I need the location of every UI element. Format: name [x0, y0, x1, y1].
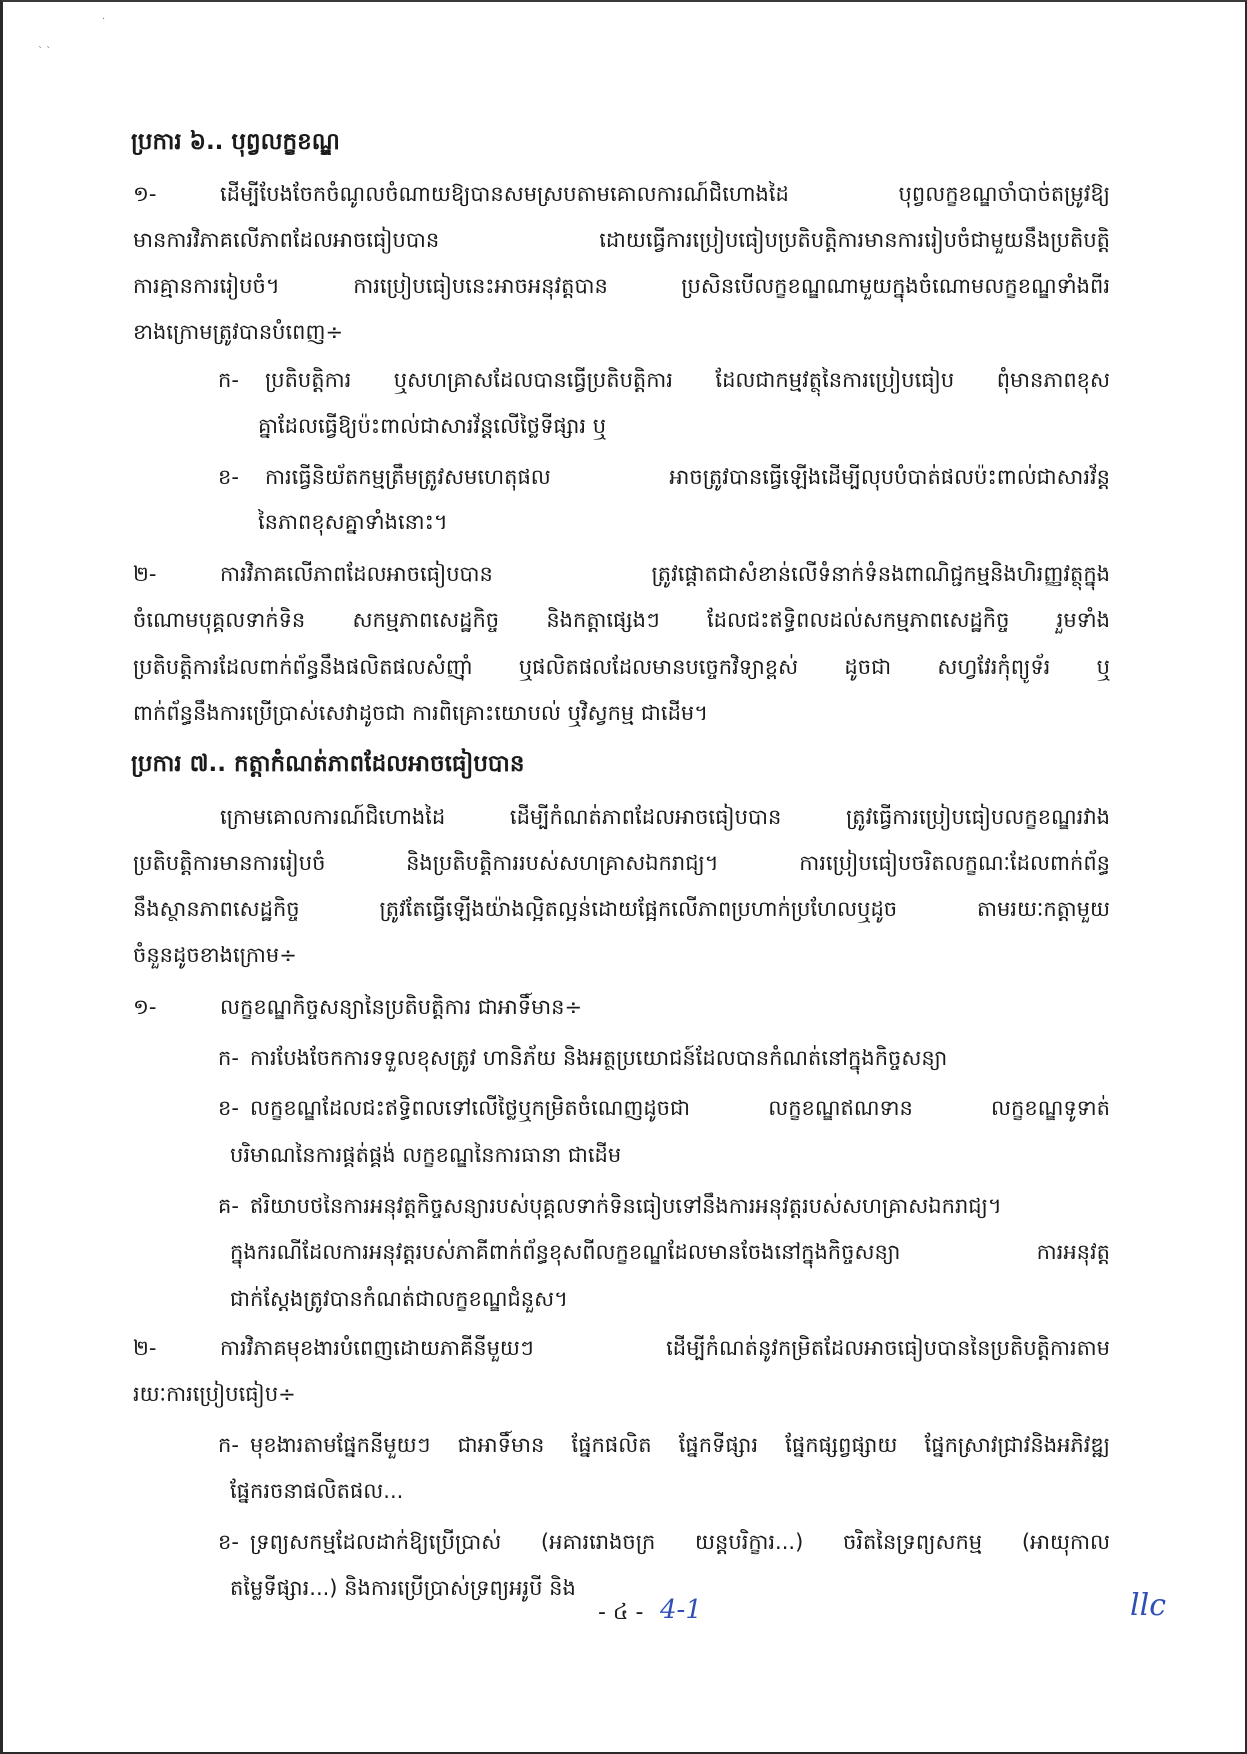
article6-heading: ប្រការ ៦.. បុព្វលក្ខខណ្ឌ	[131, 129, 340, 155]
article7-p1-item-c-marker: គ-	[218, 1194, 239, 1218]
article6-item-a-marker: ក-	[218, 368, 239, 392]
article7-p2-item-b-line-1: ទ្រព្យសកម្មដែលដាក់ឱ្យប្រើប្រាស់ (អគាររោងចក្រ យន្តបរិក្ខារ...) ចរិតនៃទ្រព្យសកម្ម (អាយុកាល	[250, 1530, 1110, 1554]
article6-p1-line-4: ខាងក្រោមត្រូវបានបំពេញ÷	[133, 320, 344, 344]
article7-intro-line-3: នឹងស្ថានភាពសេដ្ឋកិច្ច ត្រូវតែធ្វើឡើងយ៉ាងល្អិតល្អន់ដោយផ្អែកលើភាពប្រហាក់ប្រហែលឬដូច តាមរយៈកត្តាមួយ	[133, 897, 1110, 921]
article7-p2-line-1: ការវិភាគមុខងារបំពេញដោយភាគីនីមួយៗ ដើម្បីកំណត់នូវកម្រិតដែលអាចធៀបបាននៃប្រតិបត្តិការតាម	[220, 1336, 1110, 1360]
article6-p2-line-3: ប្រតិបត្តិការដែលពាក់ព័ន្ធនឹងផលិតផលសំញ៉ាំ ឬផលិតផលដែលមានបច្ចេកវិទ្យាខ្ពស់ ដូចជា សហ្វវែរកុំព្យូទ័រ ឬ	[133, 655, 1110, 679]
article7-p2-item-a-marker: ក-	[218, 1433, 239, 1457]
article7-p1-item-c-line-2: ក្នុងករណីដែលការអនុវត្តរបស់ភាគីពាក់ព័ន្ធខុសពីលក្ខខណ្ឌដែលមានចែងនៅក្នុងកិច្ចសន្យា ការអនុវត្ត	[230, 1240, 1110, 1264]
article6-item-b-line-2: នៃភាពខុសគ្នាទាំងនោះ។	[258, 510, 448, 534]
article6-item-b-marker: ខ-	[218, 465, 239, 489]
article7-p2-marker: ២-	[133, 1336, 157, 1360]
article7-p2-line-2: រយៈការប្រៀបធៀប÷	[133, 1382, 296, 1406]
article7-p1-item-b-line-2: បរិមាណនៃការផ្គត់ផ្គង់ លក្ខខណ្ឌនៃការធានា ជាដើម	[230, 1143, 622, 1167]
article6-p1-line-1: ដើម្បីបែងចែកចំណូលចំណាយឱ្យបានសមស្របតាមគោលការណ៍ជិហោងដៃ បុព្វលក្ខខណ្ឌចាំបាច់តម្រូវឱ្យ	[220, 182, 1110, 206]
article7-p2-item-b-line-2: តម្លៃទីផ្សារ...) និងការប្រើប្រាស់ទ្រព្យអរូបី និង	[230, 1576, 576, 1600]
article7-p1-item-a-line-1: ការបែងចែកការទទួលខុសត្រូវ ហានិភ័យ និងអត្ថប្រយោជន៍ដែលបានកំណត់នៅក្នុងកិច្ចសន្យា	[250, 1046, 948, 1070]
signature-initials: llc	[1130, 1588, 1166, 1623]
scan-speck: ` `	[38, 46, 52, 57]
article6-item-a-line-1: ប្រតិបត្តិការ ឬសហគ្រាសដែលបានធ្វើប្រតិបត្តិការ ដែលជាកម្មវត្ថុនៃការប្រៀបធៀប ពុំមានភាពខុស	[265, 368, 1110, 392]
article7-p1-item-b-marker: ខ-	[218, 1096, 239, 1120]
article6-item-b-line-1: ការធ្វើនិយ័តកម្មត្រឹមត្រូវសមហេតុផល អាចត្រូវបានធ្វើឡើងដើម្បីលុបបំបាត់ផលប៉ះពាល់ជាសារវ័ន្ត	[265, 465, 1110, 489]
article6-p2-line-1: ការវិភាគលើភាពដែលអាចធៀបបាន ត្រូវផ្តោតជាសំខាន់លើទំនាក់ទំនងពាណិជ្ជកម្មនិងហិរញ្ញវត្ថុក្នុង	[220, 562, 1110, 586]
article6-p2-marker: ២-	[133, 562, 157, 586]
article7-p2-item-a-line-1: មុខងារតាមផ្នែកនីមួយៗ ជាអាទិ៍មាន ផ្នែកផលិត ផ្នែកទីផ្សារ ផ្នែកផ្សព្វផ្សាយ ផ្នែកស្រាវជ្រាវនិងអភិវឌ្ឍ	[250, 1433, 1110, 1457]
article6-p1-line-3: ការគ្មានការរៀបចំ។ ការប្រៀបធៀបនេះអាចអនុវត្តបាន ប្រសិនបើលក្ខខណ្ឌណាមួយក្នុងចំណោមលក្ខខណ្ឌទាំងពីរ	[133, 274, 1110, 298]
page-initial-handwritten: 4-1	[660, 1595, 702, 1625]
article7-intro-line-4: ចំនួនដូចខាងក្រោម÷	[133, 943, 297, 967]
article6-p1-line-2: មានការវិភាគលើភាពដែលអាចធៀបបាន ដោយធ្វើការប្រៀបធៀបប្រតិបត្តិការមានការរៀបចំជាមួយនឹងប្រតិបត្តិ	[133, 228, 1110, 252]
article6-p1-marker: ១-	[133, 182, 157, 206]
article7-intro-line-2: ប្រតិបត្តិការមានការរៀបចំ និងប្រតិបត្តិការរបស់សហគ្រាសឯករាជ្យ។ ការប្រៀបធៀបចរិតលក្ខណៈដែលពាក់ព័ន្ធ	[133, 851, 1110, 875]
article7-p1-item-c-line-1: ឥរិយាបថនៃការអនុវត្តកិច្ចសន្យារបស់បុគ្គលទាក់ទិនធៀបទៅនឹងការអនុវត្តរបស់សហគ្រាសឯករាជ្យ។	[250, 1194, 1002, 1218]
article7-p2-item-a-line-2: ផ្នែករចនាផលិតផល...	[230, 1479, 404, 1503]
article7-heading: ប្រការ ៧.. កត្តាកំណត់ភាពដែលអាចធៀបបាន	[131, 751, 525, 777]
article6-item-a-line-2: គ្នាដែលធ្វើឱ្យប៉ះពាល់ជាសារវ័ន្តលើថ្លៃទីផ្សារ ឬ	[258, 414, 607, 438]
scan-speck: ·	[102, 14, 106, 25]
article7-intro-line-1: ក្រោមគោលការណ៍ជិហោងដៃ ដើម្បីកំណត់ភាពដែលអាចធៀបបាន ត្រូវធ្វើការប្រៀបធៀបលក្ខខណ្ឌរវាង	[220, 805, 1110, 829]
article6-p2-line-4: ពាក់ព័ន្ធនឹងការប្រើប្រាស់សេវាដូចជា ការពិគ្រោះយោបល់ ឬវិស្វកម្ម ជាដើម។	[133, 701, 709, 725]
article7-p1-item-a-marker: ក-	[218, 1046, 239, 1070]
article7-p1-item-b-line-1: លក្ខខណ្ឌដែលជះឥទ្ធិពលទៅលើថ្លៃឬកម្រិតចំណេញដូចជា លក្ខខណ្ឌឥណទាន លក្ខខណ្ឌទូទាត់	[250, 1096, 1110, 1120]
page-number: - ៤ -	[598, 1600, 644, 1625]
article7-p1-marker: ១-	[133, 995, 157, 1019]
article7-p1-item-c-line-3: ជាក់ស្តែងត្រូវបានកំណត់ជាលក្ខខណ្ឌជំនួស។	[230, 1287, 568, 1311]
article7-p2-item-b-marker: ខ-	[218, 1530, 239, 1554]
article7-p1-text: លក្ខខណ្ឌកិច្ចសន្យានៃប្រតិបត្តិការ ជាអាទិ៍មាន÷	[220, 995, 583, 1019]
article6-p2-line-2: ចំណោមបុគ្គលទាក់ទិន សកម្មភាពសេដ្ឋកិច្ច និងកត្តាផ្សេងៗ ដែលជះឥទ្ធិពលដល់សកម្មភាពសេដ្ឋកិច្ច រួមទាំង	[133, 608, 1110, 632]
